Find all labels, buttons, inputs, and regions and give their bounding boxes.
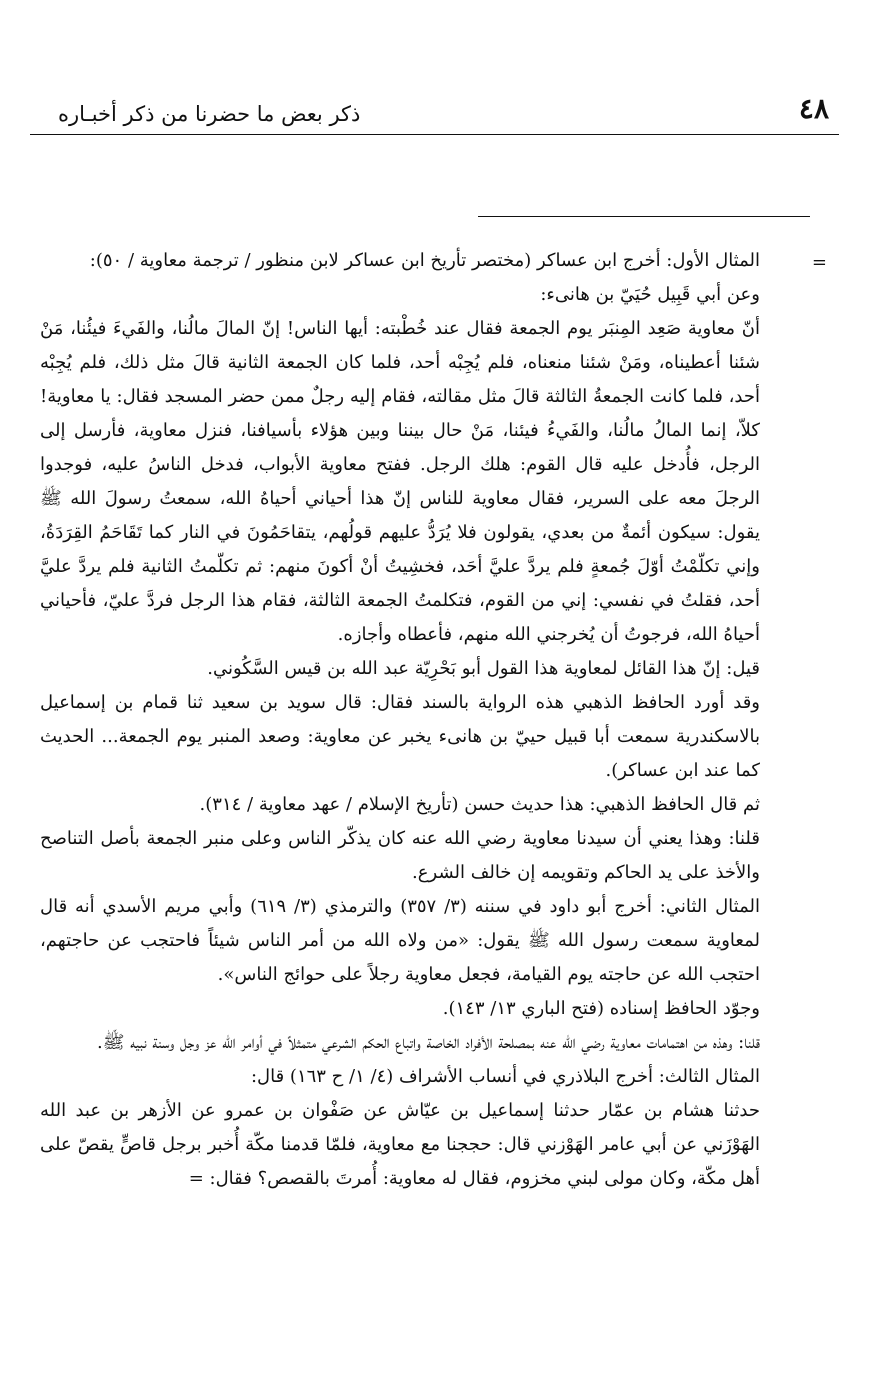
paragraph: وجوّد الحافظ إسناده (فتح الباري ١٣/ ١٤٣). [442,998,760,1019]
paragraph: أنّ معاوية صَعِد المِنبَر يوم الجمعة فقال عند خُطْبته: أيها الناس! إنّ المالَ مالُنا، والفَيءَ فيئُنا، مَنْ شئنا أعطيناه، ومَنْ شئنا منعناه، فلم يُجِبْه أحد، فلما كان الجمعة الثانية قالَ مثل ذلك، فلم يُجِبْه أحد، فلما كانت الجمعةُ الثالثة قالَ مثل مقالته، فقام إليه رجلٌ ممن حضر المسجد فقال: يا معاوية! كلاّ، إنما المالُ مالُنا، والفَيءُ فيئنا، مَنْ حال بيننا وبين هؤلاء بأسيافنا، فنزل معاوية، فأرسل إلى الرجل، فأُدخل عليه قال القوم: هلك الرجل. ففتح معاوية الأبواب، فدخل الناسُ عليه، فوجدوا الرجلَ معه على السرير، فقال معاوية للناس إنّ هذا أحياني أحياهُ الله، سمعتُ رسولَ الله ﷺ يقول: سيكون أئمةٌ من بعدي، يقولون فلا يُرَدُّ عليهم قولُهم، يتقاحَمُونَ في النار كما تَقَاحَمُ القِرَدَةُ، وإني تكلّمْتُ أوّلَ جُمعةٍ فلم يردَّ عليَّ أحَد، فخشِيتُ أنْ أكونَ منهم: ثم تكلّمتُ الثانية فلم يردَّ عليَّ أحد، فقلتُ في نفسي: إني من القوم، فتكلمتُ الجمعة الثالثة، فقام هذا الرجل فردَّ عليّ، فأحياني أحياهُ الله، فرجوتُ أن يُخرجني الله منهم، فأعطاه وأجازه. [40,318,761,645]
paragraph: المثال الأول: أخرج ابن عساكر (مختصر تأريخ ابن عساكر لابن منظور / ترجمة معاوية / ٥٠): [89,250,760,271]
paragraph: وعن أبي قَبِيل حُيَيّ بن هانىء: [540,284,760,305]
paragraph: قلنا: وهذا يعني أن سيدنا معاوية رضي الله عنه كان يذكّر الناس وعلى منبر الجمعة بأصل التناصح والأخذ على يد الحاكم وتقويمه إن خالف الشرع. [40,828,760,883]
paragraph: المثال الثالث: أخرج البلاذري في أنساب الأشراف (٤/ ١/ ح ١٦٣) قال: [250,1066,760,1087]
paragraph: حدثنا هشام بن عمّار حدثنا إسماعيل بن عيّاش عن صَفْوان بن عمرو عن الأزهر بن عبد الله الهَوْزَني عن أبي عامر الهَوْزني قال: حججنا مع معاوية، فلمّا قدمنا مكّة أُخبر برجل قاصٍّ يقصّ على أهل مكّة، وكان مولى لبني مخزوم، فقال له معاوية: أُمرتَ بالقصص؟ فقال: = [40,1100,760,1189]
body-text [40,244,760,1196]
paragraph: قيل: إنّ هذا القائل لمعاوية هذا القول أبو بَحْرِيّة عبد الله بن قيس السَّكُوني. [207,658,760,679]
paragraph: قلنا: وهذه من اهتمامات معاوية رضي الله عنه بمصلحة الأفراد الخاصة واتباع الحكم الشرعي متمثلاً في أوامر الله عز وجل وسنة نبيه ﷺ. [97,1032,760,1053]
footnote-rule [478,216,810,217]
paragraph: وقد أورد الحافظ الذهبي هذه الرواية بالسند فقال: قال سويد بن سعيد ثنا قمام بن إسماعيل بالاسكندرية سمعت أبا قبيل حييّ بن هانىء يخبر عن معاوية: وصعد المنبر يوم الجمعة... الحديث كما عند ابن عساكر). [40,692,760,781]
continuation-marker: = [811,252,827,273]
paragraph: المثال الثاني: أخرج أبو داود في سننه (٣/ ٣٥٧) والترمذي (٣/ ٦١٩) وأبي مريم الأسدي أنه قال لمعاوية سمعت رسول الله ﷺ يقول: «من ولاه الله من أمر الناس شيئاً فاحتجب عن حاجتهم، احتجب الله عن حاجته يوم القيامة، فجعل معاوية رجلاً على حوائج الناس». [40,896,760,985]
paragraph: ثم قال الحافظ الذهبي: هذا حديث حسن (تأريخ الإسلام / عهد معاوية / ٣١٤). [199,794,760,815]
running-header-title: ذكر بعض ما حضرنا من ذكر أخبـاره [58,102,361,126]
page-number: ٤٨ [798,92,829,125]
header-rule [30,134,839,135]
